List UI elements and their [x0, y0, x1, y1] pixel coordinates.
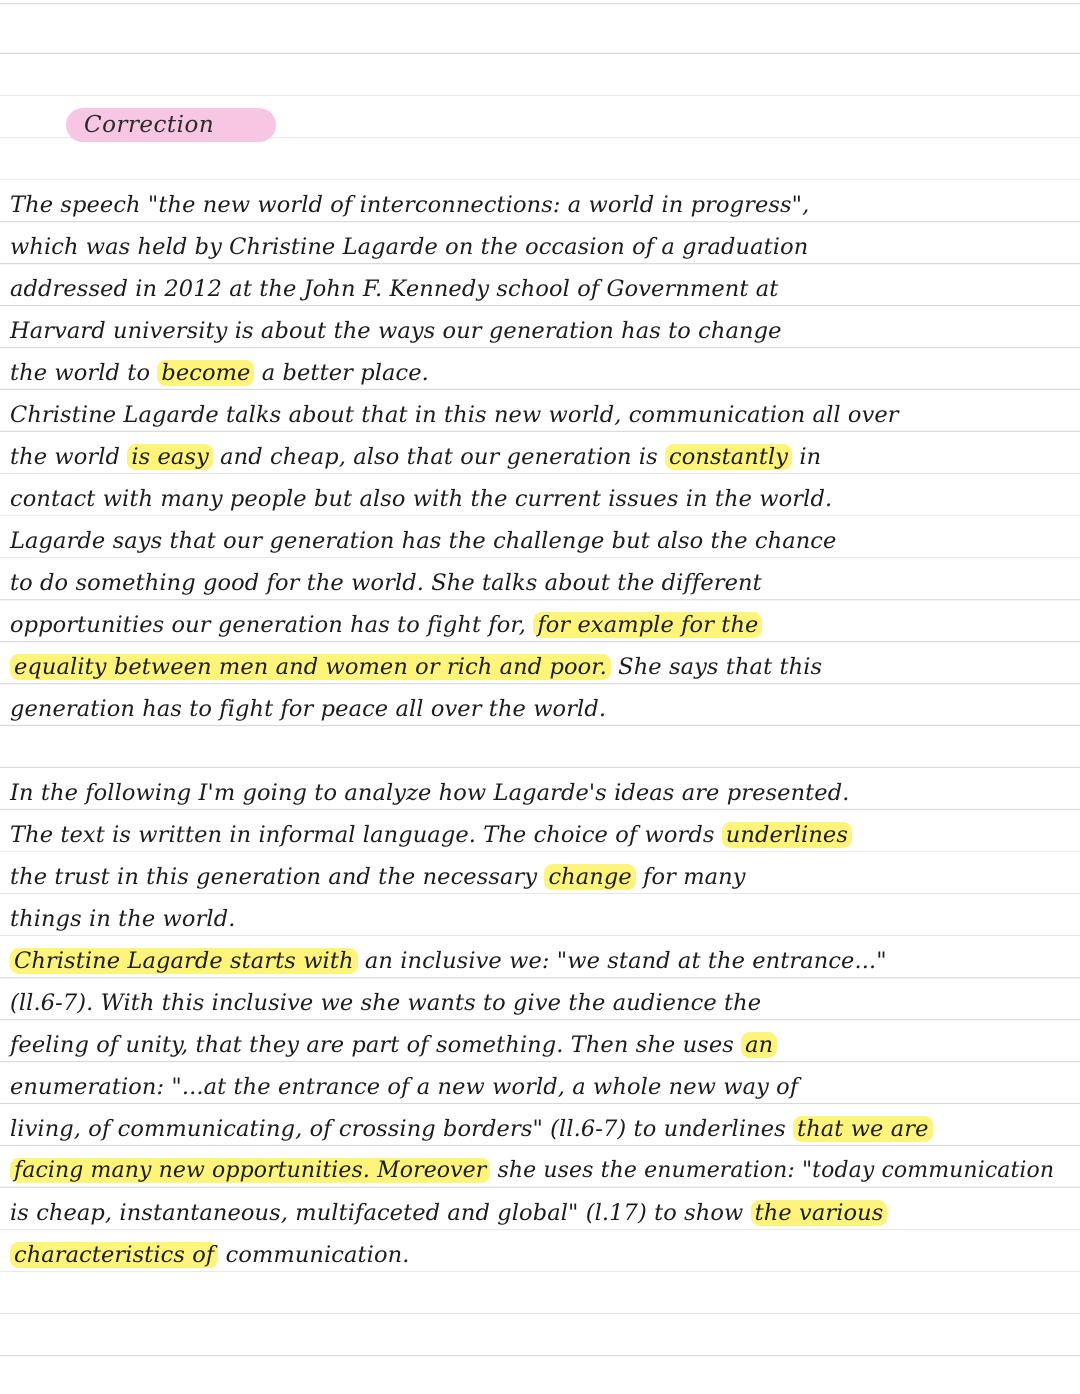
text-span: things in the world. — [10, 906, 236, 932]
text-span: in — [792, 444, 822, 470]
text-span: The speech "the new world of interconnections: a world in progress", — [10, 192, 810, 218]
text-span: Christine Lagarde talks about that in this new world, communication all over — [10, 402, 899, 428]
text-line — [10, 226, 1070, 268]
text-span: a better place. — [254, 360, 429, 386]
text-span: opportunities our generation has to fight for, — [10, 612, 534, 638]
text-line — [10, 940, 1070, 982]
highlighted-text: equality between men and women or rich and poor. — [10, 654, 611, 680]
text-line — [10, 814, 1070, 856]
text-span: She says that this — [610, 654, 823, 680]
text-line — [10, 478, 1070, 520]
text-span: the world to — [10, 360, 158, 386]
text-line — [10, 310, 1070, 352]
text-span: Lagarde says that our generation has the challenge but also the chance — [10, 528, 837, 554]
text-span: In the following I'm going to analyze how Lagarde's ideas are presented. — [10, 780, 850, 806]
text-span: the trust in this generation and the necessary — [10, 864, 545, 890]
text-line — [10, 688, 1070, 730]
text-line — [10, 646, 1070, 688]
highlighted-text: facing many new opportunities. Moreover — [10, 1158, 490, 1183]
text-span: Harvard university is about the ways our generation has to change — [10, 318, 782, 344]
highlighted-text: Christine Lagarde starts with — [10, 948, 358, 974]
text-line — [10, 1234, 1070, 1276]
text-line — [10, 184, 1070, 226]
text-span: living, of communicating, of crossing borders" (ll.6-7) to underlines — [10, 1116, 794, 1142]
text-span: to do something good for the world. She talks about the different — [10, 570, 762, 596]
title-highlight — [66, 108, 276, 142]
text-line — [10, 436, 1070, 478]
highlighted-text: constantly — [665, 444, 792, 470]
text-span: for many — [635, 864, 746, 890]
text-span: addressed in 2012 at the John F. Kennedy school of Government at — [10, 276, 779, 302]
text-span: the world — [10, 444, 128, 470]
text-span: communication. — [218, 1242, 410, 1268]
highlighted-text: underlines — [722, 822, 852, 848]
highlighted-text: become — [157, 360, 254, 386]
highlighted-text: characteristics of — [10, 1242, 218, 1268]
text-span: an inclusive we: "we stand at the entrance..." — [357, 948, 887, 974]
text-line — [10, 772, 1070, 814]
text-span: enumeration: "...at the entrance of a new world, a whole new way of — [10, 1074, 799, 1100]
highlighted-text: an — [741, 1032, 777, 1058]
text-line — [10, 1192, 1070, 1234]
text-span: she uses the enumeration: "today communication — [490, 1158, 1055, 1183]
text-span: The text is written in informal language. The choice of words — [10, 822, 722, 848]
text-span: and cheap, also that our generation is — [212, 444, 666, 470]
highlighted-text: change — [544, 864, 635, 890]
text-line — [10, 604, 1070, 646]
text-span: which was held by Christine Lagarde on the occasion of a graduation — [10, 234, 809, 260]
page-title: Correction — [84, 112, 215, 138]
text-line — [10, 1108, 1070, 1150]
highlighted-text: the various — [751, 1200, 888, 1226]
text-line — [10, 898, 1070, 940]
text-span: is cheap, instantaneous, multifaceted and global" (l.17) to show — [10, 1200, 751, 1226]
text-line — [10, 268, 1070, 310]
text-line — [10, 394, 1070, 436]
highlighted-text: is easy — [127, 444, 213, 470]
text-line — [10, 352, 1070, 394]
text-span: feeling of unity, that they are part of something. Then she uses — [10, 1032, 742, 1058]
text-line — [10, 856, 1070, 898]
text-line — [10, 1150, 1070, 1192]
analysis-paragraph — [10, 772, 1070, 1276]
text-line — [10, 1024, 1070, 1066]
text-line — [10, 520, 1070, 562]
highlighted-text: that we are — [793, 1116, 932, 1142]
summary-paragraph — [10, 184, 1070, 730]
text-span: (ll.6-7). With this inclusive we she wants to give the audience the — [10, 990, 762, 1016]
text-line — [10, 562, 1070, 604]
text-span: contact with many people but also with the current issues in the world. — [10, 486, 833, 512]
text-line — [10, 1066, 1070, 1108]
highlighted-text: for example for the — [533, 612, 762, 638]
text-line — [10, 982, 1070, 1024]
text-span: generation has to fight for peace all over the world. — [10, 696, 607, 722]
